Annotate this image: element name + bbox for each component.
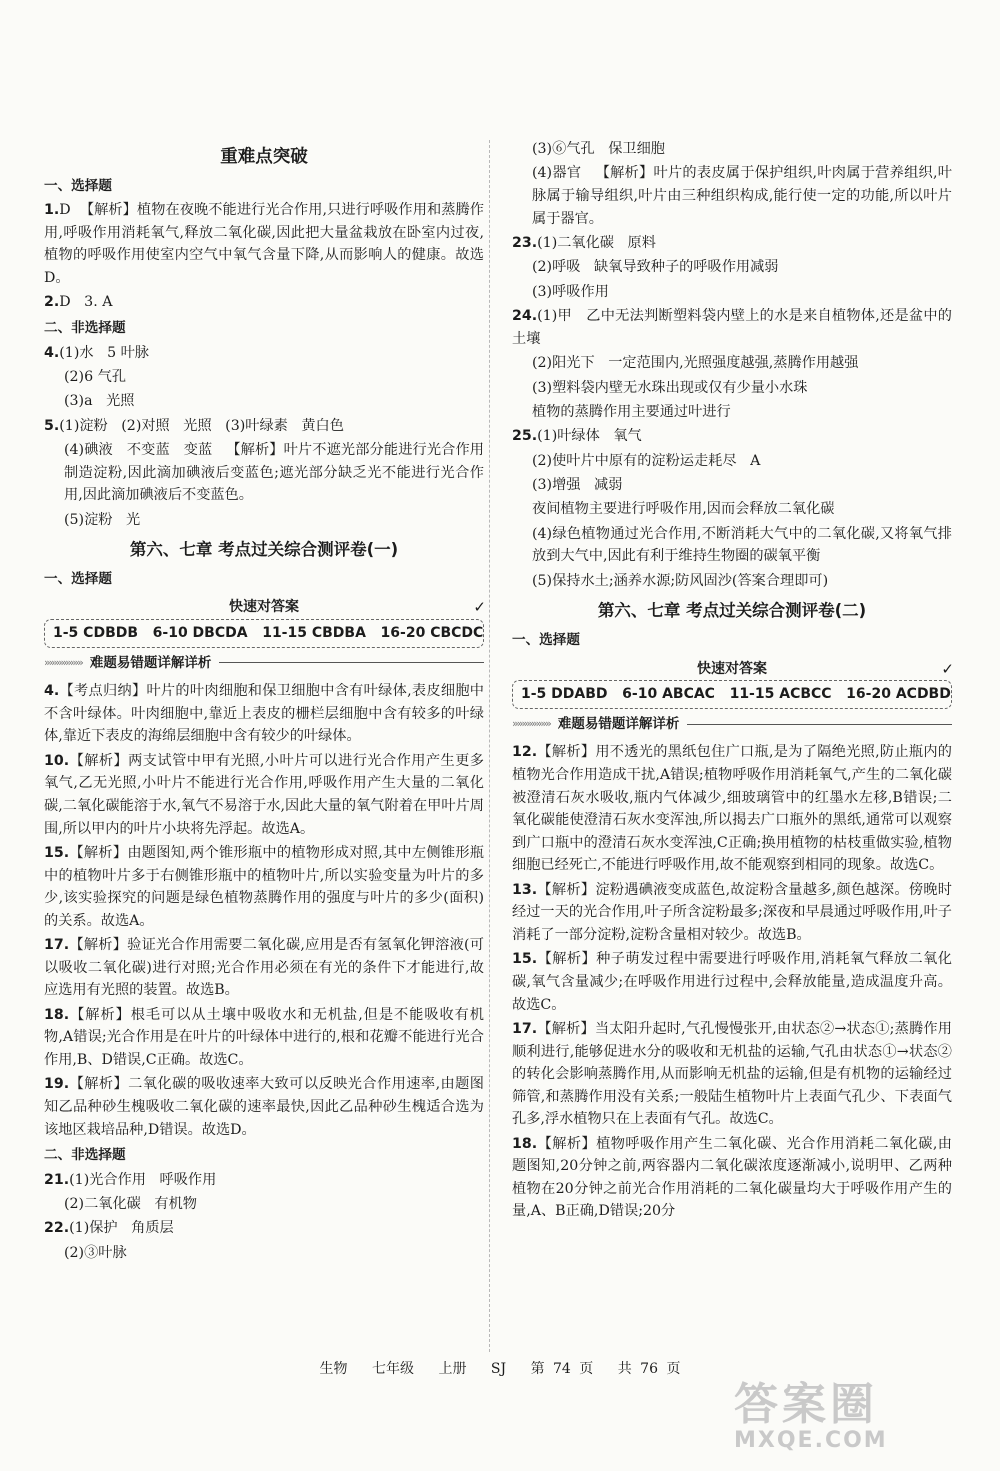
answer-text: (3)增强 减弱 xyxy=(532,477,623,494)
explanation-banner-label: 难题易错题详解详析 xyxy=(89,654,212,671)
answer-paragraph xyxy=(512,281,952,304)
answer-paragraph xyxy=(512,523,952,568)
answer-paragraph xyxy=(44,366,484,389)
answer-text: (1)淀粉 (2)对照 光照 (3)叶绿素 黄白色 xyxy=(59,417,344,434)
answer-paragraph xyxy=(44,934,484,1002)
answer-paragraph xyxy=(512,162,952,230)
answer-paragraph xyxy=(512,425,952,448)
explanation-banner xyxy=(512,713,952,736)
answer-paragraph xyxy=(44,1217,484,1240)
page-footer xyxy=(0,1358,1000,1378)
answer-text: (1)甲 乙中无法判断塑料袋内壁上的水是来自植物体,还是盆中的土壤 xyxy=(512,308,952,347)
answer-paragraph xyxy=(44,1193,484,1216)
answer-paragraph xyxy=(44,680,484,748)
question-number: 12. xyxy=(512,744,538,761)
answer-text: (5)淀粉 光 xyxy=(64,511,141,528)
answer-paragraph xyxy=(512,450,952,473)
answer-text: (4)碘液 不变蓝 变蓝 【解析】叶片不遮光部分能进行光合作用制造淀粉,因此滴加碘液后变蓝色;遮光部分缺乏光不能进行光合作用,因此滴加碘液后不变蓝色。 xyxy=(64,442,484,504)
right-column xyxy=(512,138,952,1225)
answer-text: (1)水 5 叶脉 xyxy=(59,344,149,361)
answer-text: (3)塑料袋内壁无水珠出现或仅有少量小水珠 xyxy=(532,379,808,396)
answer-paragraph xyxy=(512,474,952,497)
question-number: 5. xyxy=(44,417,60,434)
footer-volume: 上册 xyxy=(438,1361,467,1377)
answer-text: (3)呼吸作用 xyxy=(532,283,609,300)
answer-text: (2)使叶片中原有的淀粉运走耗尽 A xyxy=(532,452,761,469)
answer-text: (1)叶绿体 氧气 xyxy=(537,428,642,445)
answer-text: 【解析】两支试管中甲有光照,小叶片可以进行光合作用产生更多氧气,乙无光照,小叶片不能进行光合作用,呼吸作用产生大量的二氧化碳,二氧化碳能溶于水,氧气不易溶于水,因此大量的氧气附着在甲叶片周围,所以甲内的叶片小块将先浮起。故选A。 xyxy=(44,752,484,837)
answer-paragraph xyxy=(44,291,484,314)
question-number: 21. xyxy=(44,1171,70,1188)
answer-paragraph xyxy=(512,401,952,424)
question-number: 17. xyxy=(44,937,70,954)
question-number: 2. xyxy=(44,294,60,311)
answer-paragraph xyxy=(512,232,952,255)
checkmark-icon: ✓ xyxy=(941,659,954,678)
section-title: 重难点突破 xyxy=(220,147,308,167)
answer-paragraph xyxy=(512,1018,952,1131)
answer-text: 【解析】根毛可以从土壤中吸收水和无机盐,但是不能吸收有机物,A错误;光合作用是在叶片的叶绿体中进行的,根和花瓣不能进行光合作用,B、D错误,C正确。故选C。 xyxy=(44,1006,484,1068)
answer-text: 夜间植物主要进行呼吸作用,因而会释放二氧化碳 xyxy=(532,501,835,518)
answer-paragraph xyxy=(44,842,484,932)
answer-paragraph xyxy=(512,1133,952,1223)
left-column xyxy=(44,138,484,1266)
question-number: 23. xyxy=(512,234,538,251)
answer-text: (2)呼吸 缺氧导致种子的呼吸作用减弱 xyxy=(532,259,779,276)
answer-text: (1)保护 角质层 xyxy=(69,1220,174,1237)
footer-page: 第 74 页 xyxy=(530,1361,594,1377)
answer-paragraph xyxy=(512,948,952,1016)
answer-paragraph xyxy=(44,1004,484,1072)
footer-total: 共 76 页 xyxy=(617,1361,681,1377)
answer-text: 【解析】植物呼吸作用产生二氧化碳、光合作用消耗二氧化碳,由题图知,20分钟之前,两容器内二氧化碳浓度逐渐减小,说明甲、乙两种植物在20分钟之前光合作用消耗的二氧化碳量均大于呼吸作用产生的量,A、B正确,D错误;20分 xyxy=(512,1135,952,1220)
answer-text: 植物的蒸腾作用主要通过叶进行 xyxy=(532,403,731,420)
quick-answer-box xyxy=(512,658,952,709)
answer-text: (2)③叶脉 xyxy=(64,1244,127,1261)
explanation-banner-label: 难题易错题详解详析 xyxy=(557,715,680,732)
section-heading: 二、非选择题 xyxy=(44,319,126,336)
checkmark-icon: ✓ xyxy=(473,598,486,617)
answer-paragraph xyxy=(512,498,952,521)
question-number: 4. xyxy=(44,683,60,700)
question-number: 10. xyxy=(44,752,70,769)
answer-text: 【解析】验证光合作用需要二氧化碳,应用是否有氢氧化钾溶液(可以吸收二氧化碳)进行对照;光合作用必须在有光的条件下才能进行,故应选用有光照的装置。故选B。 xyxy=(44,937,484,999)
answer-paragraph xyxy=(512,352,952,375)
question-number: 1. xyxy=(44,202,60,219)
answer-text: (3)⑥气孔 保卫细胞 xyxy=(532,141,665,157)
quick-answer-values: 1-5 DDABD 6-10 ABCAC 11-15 ACBCC 16-20 ACDBD xyxy=(512,680,952,709)
section-heading: 一、选择题 xyxy=(512,632,580,649)
quick-answer-values: 1-5 CDBDB 6-10 DBCDA 11-15 CBDBA 16-20 CBCDC xyxy=(44,619,484,648)
answer-text: 【解析】种子萌发过程中需要进行呼吸作用,消耗氧气释放二氧化碳,氧气含量减少;在呼吸作用进行过程中,会释放能量,造成温度升高。故选C。 xyxy=(512,951,952,1013)
question-number: 13. xyxy=(512,881,538,898)
answer-text: (1)二氧化碳 原料 xyxy=(537,234,656,251)
question-number: 19. xyxy=(44,1076,70,1093)
answer-paragraph xyxy=(44,1073,484,1141)
answer-paragraph xyxy=(44,1169,484,1192)
answer-paragraph xyxy=(512,377,952,400)
answer-paragraph xyxy=(512,256,952,279)
explanation-banner xyxy=(44,652,484,675)
answer-paragraph xyxy=(44,415,484,438)
watermark-logo xyxy=(734,1380,964,1452)
question-number: 15. xyxy=(512,951,538,968)
answer-text: 【解析】当太阳升起时,气孔慢慢张开,由状态②→状态①;蒸腾作用顺利进行,能够促进水分的吸收和无机盐的运输,气孔由状态①→状态②的转化会影响蒸腾作用,从而影响无机盐的运输,但是有机物的运输经过筛管,和蒸腾作用没有关系;一般陆生植物叶片上表面气孔少、下表面气孔多,浮水植物只在上表面有气孔。故选C。 xyxy=(512,1020,952,1128)
question-number: 15. xyxy=(44,845,70,861)
footer-subject: 生物 xyxy=(319,1361,348,1377)
answer-text: (2)二氧化碳 有机物 xyxy=(64,1196,197,1213)
question-number: 17. xyxy=(512,1020,538,1037)
section-title: 第六、七章 考点过关综合测评卷(二) xyxy=(597,601,867,621)
answer-text: (5)保持水土;涵养水源;防风固沙(答案合理即可) xyxy=(532,572,829,589)
answer-text: (4)器官 【解析】叶片的表皮属于保护组织,叶肉属于营养组织,叶脉属于输导组织,叶片由三种组织构成,能行使一定的功能,所以叶片属于器官。 xyxy=(532,165,952,227)
answer-text: (3)a 光照 xyxy=(64,393,135,410)
answer-paragraph xyxy=(512,879,952,947)
question-number: 4. xyxy=(44,344,60,361)
section-heading: 一、选择题 xyxy=(44,177,112,194)
question-number: 24. xyxy=(512,308,538,325)
watermark-url: MXQE.COM xyxy=(734,1428,888,1453)
section-heading: 二、非选择题 xyxy=(44,1147,126,1164)
column-divider xyxy=(489,140,490,1352)
watermark-text: 答案圈 xyxy=(734,1379,878,1430)
answer-paragraph xyxy=(512,305,952,350)
question-number: 18. xyxy=(512,1135,538,1152)
answer-text: D 3. A xyxy=(59,294,113,311)
answer-paragraph xyxy=(512,741,952,877)
banner-rule xyxy=(219,662,484,663)
answer-paragraph xyxy=(44,199,484,289)
footer-grade: 七年级 xyxy=(372,1361,414,1377)
answer-paragraph xyxy=(44,1242,484,1265)
answer-text: 【解析】二氧化碳的吸收速率大致可以反映光合作用速率,由题图知乙品种砂生槐吸收二氧化碳的速率最快,因此乙品种砂生槐适合选为该地区栽培品种,D错误。故选D。 xyxy=(44,1076,484,1138)
footer-edition: SJ xyxy=(490,1361,507,1377)
answer-paragraph xyxy=(44,390,484,413)
quick-answer-title: 快速对答案 xyxy=(229,599,299,616)
answer-text: (2)6 气孔 xyxy=(64,368,127,385)
answer-text: D 【解析】植物在夜晚不能进行光合作用,只进行呼吸作用和蒸腾作用,呼吸作用消耗氧气,释放二氧化碳,因此把大量盆栽放在卧室内过夜,植物的呼吸作用使室内空气中氧气含量下降,从而影响人的健康。故选D。 xyxy=(44,202,484,286)
answer-text: 【解析】用不透光的黑纸包住广口瓶,是为了隔绝光照,防止瓶内的植物光合作用造成干扰,A错误;植物呼吸作用消耗氧气,产生的二氧化碳被澄清石灰水吸收,瓶内气体减少,细玻璃管中的红墨水左移,B错误;二氧化碳能使澄清石灰水变浑浊,所以揭去广口瓶外的黑纸,通常可以观察到广口瓶中的澄清石灰水变浑浊,C正确;换用植物的枯枝重做实验,植物细胞已经死亡,不能进行呼吸作用,故不能观察到相同的现象。故选C。 xyxy=(512,744,952,874)
question-number: 25. xyxy=(512,428,538,445)
question-number: 22. xyxy=(44,1220,70,1237)
question-number: 18. xyxy=(44,1006,70,1023)
quick-answer-box xyxy=(44,596,484,647)
section-heading: 一、选择题 xyxy=(44,570,112,587)
chevrons-icon: »»»»»»»» xyxy=(44,655,82,669)
answer-paragraph xyxy=(44,509,484,532)
chevrons-icon: »»»»»»»» xyxy=(512,716,550,730)
answer-text: (2)阳光下 一定范围内,光照强度越强,蒸腾作用越强 xyxy=(532,355,859,372)
answer-paragraph xyxy=(44,342,484,365)
answer-text: 【解析】淀粉遇碘液变成蓝色,故淀粉含量越多,颜色越深。傍晚时经过一天的光合作用,叶子所含淀粉最多;深夜和早晨通过呼吸作用,叶子消耗了一部分淀粉,淀粉含量相对较少。故选B。 xyxy=(512,881,952,943)
section-title: 第六、七章 考点过关综合测评卷(一) xyxy=(129,540,399,560)
answer-paragraph xyxy=(44,750,484,840)
answer-text: (1)光合作用 呼吸作用 xyxy=(69,1171,217,1188)
answer-text: (4)绿色植物通过光合作用,不断消耗大气中的二氧化碳,又将氧气排放到大气中,因此有利于维持生物圈的碳氧平衡 xyxy=(532,525,952,565)
quick-answer-title: 快速对答案 xyxy=(697,660,767,677)
answer-text: 【解析】由题图知,两个锥形瓶中的植物形成对照,其中左侧锥形瓶中的植物叶片多于右侧锥形瓶中的植物叶片,所以实验变量为叶片的多少,该实验探究的问题是绿色植物蒸腾作用的强度与叶片的多少(面积)的关系。故选A。 xyxy=(44,845,484,929)
answer-paragraph xyxy=(512,570,952,593)
answer-paragraph xyxy=(512,138,952,161)
banner-rule xyxy=(687,724,952,725)
answer-text: 【考点归纳】叶片的叶肉细胞和保卫细胞中含有叶绿体,表皮细胞中不含叶绿体。叶肉细胞中,靠近上表皮的栅栏层细胞中含有较多的叶绿体,靠近下表皮的海绵层细胞中含有较少的叶绿体。 xyxy=(44,683,484,745)
answer-paragraph xyxy=(44,439,484,507)
